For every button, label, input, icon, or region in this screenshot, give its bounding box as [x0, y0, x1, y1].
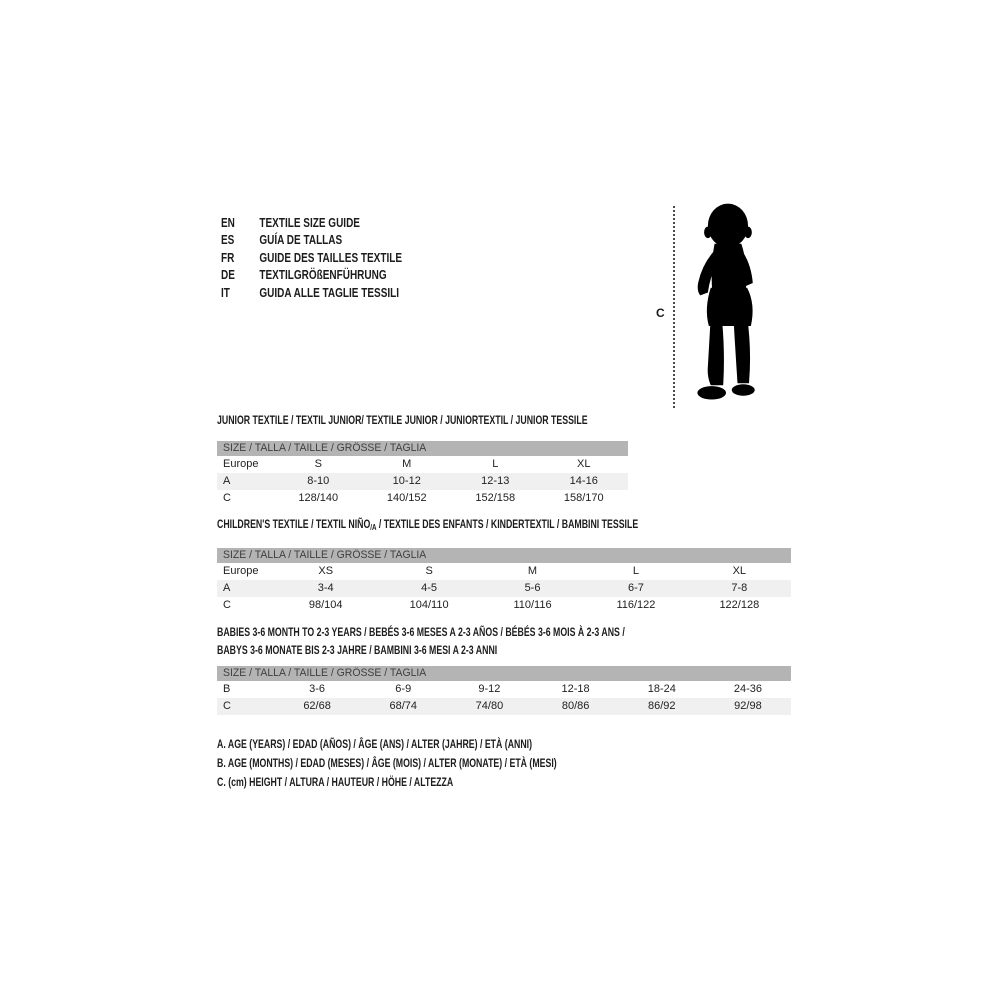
junior-size-header-bar	[217, 441, 628, 456]
row-label: B	[223, 683, 231, 695]
lang-code-en: EN	[221, 216, 235, 230]
height-cell: 128/140	[298, 492, 339, 504]
height-measure-label: C	[656, 306, 665, 320]
age-cell: 12-13	[481, 475, 510, 487]
age-cell: 3-6	[309, 683, 326, 695]
size-header-text: SIZE / TALLA / TAILLE / GRÖSSE / TAGLIA	[223, 442, 427, 454]
height-cell: 158/170	[563, 492, 604, 504]
table-row	[217, 698, 791, 715]
children-title-pre: CHILDREN'S TEXTILE / TEXTIL NIÑO	[217, 517, 371, 531]
age-cell: 9-12	[478, 683, 501, 695]
babies-size-table	[217, 666, 791, 715]
table-row	[217, 681, 791, 698]
toddler-silhouette-icon	[684, 200, 770, 408]
lang-text-it: GUIDA ALLE TAGLIE TESSILI	[259, 285, 400, 300]
lang-text-es: GUÍA DE TALLAS	[259, 233, 343, 248]
age-cell: 3-4	[317, 582, 334, 594]
children-size-header-bar	[217, 548, 791, 563]
height-cell: 62/68	[303, 700, 331, 712]
lang-text-de: TEXTILGRÖßENFÜHRUNG	[259, 268, 387, 283]
size-cell: M	[527, 565, 538, 577]
table-row	[217, 563, 791, 580]
language-header	[221, 215, 402, 302]
children-size-table	[217, 548, 791, 614]
row-label: C	[223, 492, 231, 504]
row-label: Europe	[223, 458, 259, 470]
age-cell: 4-5	[421, 582, 438, 594]
table-row	[217, 456, 628, 473]
size-header-text: SIZE / TALLA / TAILLE / GRÖSSE / TAGLIA	[223, 549, 427, 561]
age-cell: 6-9	[395, 683, 412, 695]
lang-code-es: ES	[221, 233, 235, 248]
row-label: Europe	[223, 565, 259, 577]
children-table-title-text	[217, 518, 638, 534]
table-row	[217, 597, 791, 614]
height-cell: 116/122	[616, 599, 656, 611]
height-cell: 152/158	[475, 492, 516, 504]
age-cell: 6-7	[627, 582, 644, 594]
row-label: C	[223, 599, 231, 611]
size-cell: XS	[318, 565, 334, 577]
height-cell: 80/86	[561, 700, 590, 712]
size-cell: S	[425, 565, 433, 577]
size-cell: M	[402, 458, 412, 470]
table-row	[217, 490, 628, 507]
height-cell: 122/128	[719, 599, 760, 611]
children-title-post: / TEXTILE DES ENFANTS / KINDERTEXTIL / BAMBINI TESSILE	[376, 517, 639, 531]
children-title-sub: /A	[370, 522, 377, 532]
size-cell: XL	[732, 565, 747, 577]
age-cell: 8-10	[307, 475, 330, 487]
babies-title-line1: BABIES 3-6 MONTH TO 2-3 YEARS / BEBÉS 3-6 MESES A 2-3 AÑOS / BÉBÉS 3-6 MOIS À 2-3 ANS /	[217, 625, 625, 639]
babies-title-line2: BABYS 3-6 MONATE BIS 2-3 JAHRE / BAMBINI 3-6 MESI A 2-3 ANNI	[217, 642, 498, 657]
table-row	[217, 473, 628, 490]
junior-table-title-text: JUNIOR TEXTILE / TEXTIL JUNIOR/ TEXTILE JUNIOR / JUNIORTEXTIL / JUNIOR TESSILE	[217, 413, 588, 427]
height-cell: 92/98	[734, 700, 762, 712]
age-cell: 24-36	[733, 683, 763, 695]
age-cell: 7-8	[731, 582, 748, 594]
junior-size-table	[217, 441, 628, 507]
babies-size-header-bar	[217, 666, 791, 681]
lang-code-de: DE	[221, 268, 235, 283]
age-cell: 10-12	[392, 475, 421, 487]
lang-text-fr: GUIDE DES TAILLES TEXTILE	[259, 250, 403, 265]
row-label: A	[223, 582, 231, 594]
footnotes	[217, 735, 682, 791]
footnote-age-years: A. AGE (YEARS) / EDAD (AÑOS) / ÂGE (ANS) / ALTER (JAHRE) / ETÀ (ANNI)	[217, 737, 533, 751]
height-cell: 98/104	[308, 599, 343, 611]
age-cell: 14-16	[569, 475, 598, 487]
size-cell: S	[314, 458, 322, 470]
height-cell: 110/116	[513, 599, 552, 611]
height-cell: 86/92	[648, 700, 676, 712]
size-cell: L	[632, 565, 639, 577]
age-cell: 18-24	[647, 683, 676, 695]
lang-code-fr: FR	[221, 250, 235, 265]
height-cell: 104/110	[409, 599, 449, 611]
size-header-text: SIZE / TALLA / TAILLE / GRÖSSE / TAGLIA	[223, 667, 427, 679]
height-dotted-line	[673, 206, 675, 408]
footnote-height-cm: C. (cm) HEIGHT / ALTURA / HAUTEUR / HÖHE / ALTEZZA	[217, 774, 454, 789]
row-label: A	[223, 475, 231, 487]
height-cell: 140/152	[386, 492, 427, 504]
footnote-age-months: B. AGE (MONTHS) / EDAD (MESES) / ÂGE (MOIS) / ALTER (MONATE) / ETÀ (MESI)	[217, 755, 557, 770]
age-cell: 12-18	[561, 683, 590, 695]
lang-text-en: TEXTILE SIZE GUIDE	[259, 216, 360, 230]
children-table-title	[217, 518, 794, 534]
lang-code-it: IT	[221, 285, 230, 300]
height-cell: 68/74	[389, 700, 418, 712]
junior-table-title	[217, 414, 725, 427]
babies-table-title	[217, 624, 776, 659]
size-cell: XL	[577, 458, 591, 470]
size-cell: L	[492, 458, 499, 470]
table-row	[217, 580, 791, 597]
row-label: C	[223, 700, 231, 712]
age-cell: 5-6	[524, 582, 541, 594]
height-cell: 74/80	[475, 700, 504, 712]
